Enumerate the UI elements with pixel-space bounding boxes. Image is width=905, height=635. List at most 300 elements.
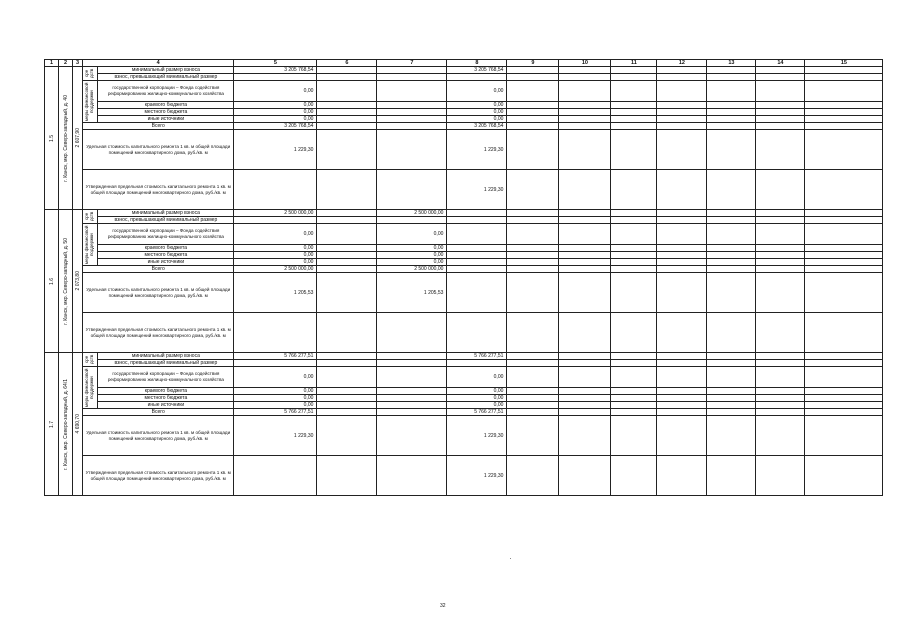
value-col5: 0,00 bbox=[234, 388, 317, 395]
header-row bbox=[45, 60, 883, 67]
area-cell bbox=[73, 67, 83, 210]
empty-cell bbox=[611, 313, 657, 353]
value-col5: 0,00 bbox=[234, 245, 317, 252]
value-col7 bbox=[377, 109, 447, 116]
empty-cell bbox=[657, 224, 707, 245]
empty-cell bbox=[507, 116, 559, 123]
empty-cell bbox=[317, 416, 377, 456]
empty-cell bbox=[611, 456, 657, 496]
value-col5 bbox=[234, 217, 317, 224]
value-col8 bbox=[447, 252, 507, 259]
row-label: Удельная стоимость капитального ремонта 1 кв. м общей площади помещений многоквартирного дома, руб./кв. м bbox=[83, 273, 234, 313]
empty-cell bbox=[507, 170, 559, 210]
value-col5: 5 766 277,51 bbox=[234, 409, 317, 416]
empty-cell bbox=[707, 409, 756, 416]
empty-cell bbox=[611, 409, 657, 416]
value-col7 bbox=[377, 130, 447, 170]
table-row bbox=[45, 67, 883, 74]
row-label: краевого бюджета bbox=[98, 388, 234, 395]
value-col5: 0,00 bbox=[234, 102, 317, 109]
empty-cell bbox=[707, 367, 756, 388]
empty-cell bbox=[756, 116, 805, 123]
item-number-text: 1.5 bbox=[48, 134, 55, 142]
empty-cell bbox=[657, 217, 707, 224]
table-row bbox=[45, 360, 883, 367]
value-col8 bbox=[447, 259, 507, 266]
empty-cell bbox=[805, 313, 883, 353]
header-cell: 4 bbox=[83, 60, 234, 67]
value-col7 bbox=[377, 123, 447, 130]
empty-cell bbox=[507, 259, 559, 266]
empty-cell bbox=[805, 360, 883, 367]
empty-cell bbox=[805, 395, 883, 402]
owners-funds-text: сре дств bbox=[84, 211, 95, 222]
scan-speck bbox=[510, 558, 511, 559]
empty-cell bbox=[317, 367, 377, 388]
header-cell: 13 bbox=[707, 60, 756, 67]
empty-cell bbox=[507, 224, 559, 245]
header-cell: 12 bbox=[657, 60, 707, 67]
empty-cell bbox=[611, 252, 657, 259]
support-measures-label bbox=[83, 81, 98, 123]
owners-funds-text: сре дств bbox=[84, 68, 95, 79]
empty-cell bbox=[756, 416, 805, 456]
table-row bbox=[45, 123, 883, 130]
header-cell: 8 bbox=[447, 60, 507, 67]
row-label: иные источники bbox=[98, 259, 234, 266]
header-cell: 15 bbox=[805, 60, 883, 67]
empty-cell bbox=[657, 81, 707, 102]
table-row bbox=[45, 224, 883, 245]
empty-cell bbox=[707, 102, 756, 109]
value-col8: 0,00 bbox=[447, 395, 507, 402]
table-row bbox=[45, 252, 883, 259]
empty-cell bbox=[805, 456, 883, 496]
empty-cell bbox=[317, 259, 377, 266]
value-col8 bbox=[447, 245, 507, 252]
value-col7 bbox=[377, 74, 447, 81]
value-col8: 0,00 bbox=[447, 81, 507, 102]
empty-cell bbox=[756, 388, 805, 395]
empty-cell bbox=[559, 210, 611, 217]
header-cell: 14 bbox=[756, 60, 805, 67]
empty-cell bbox=[559, 245, 611, 252]
empty-cell bbox=[611, 210, 657, 217]
empty-cell bbox=[559, 402, 611, 409]
header-cell: 9 bbox=[507, 60, 559, 67]
value-col5: 1 229,30 bbox=[234, 416, 317, 456]
empty-cell bbox=[559, 74, 611, 81]
empty-cell bbox=[507, 266, 559, 273]
empty-cell bbox=[707, 67, 756, 74]
empty-cell bbox=[707, 266, 756, 273]
header-cell: 5 bbox=[234, 60, 317, 67]
empty-cell bbox=[317, 409, 377, 416]
value-col8: 1 229,30 bbox=[447, 170, 507, 210]
empty-cell bbox=[317, 116, 377, 123]
value-col8 bbox=[447, 360, 507, 367]
table-row bbox=[45, 170, 883, 210]
empty-cell bbox=[805, 81, 883, 102]
value-col8 bbox=[447, 210, 507, 217]
empty-cell bbox=[559, 123, 611, 130]
empty-cell bbox=[756, 170, 805, 210]
empty-cell bbox=[707, 456, 756, 496]
value-col8: 1 229,30 bbox=[447, 130, 507, 170]
empty-cell bbox=[559, 456, 611, 496]
table-row bbox=[45, 266, 883, 273]
empty-cell bbox=[756, 245, 805, 252]
empty-cell bbox=[657, 67, 707, 74]
empty-cell bbox=[756, 81, 805, 102]
empty-cell bbox=[805, 252, 883, 259]
area-cell bbox=[73, 353, 83, 496]
empty-cell bbox=[805, 123, 883, 130]
header-cell: 7 bbox=[377, 60, 447, 67]
value-col7 bbox=[377, 170, 447, 210]
empty-cell bbox=[756, 360, 805, 367]
row-label: минимальный размер взноса bbox=[98, 353, 234, 360]
empty-cell bbox=[657, 252, 707, 259]
row-label: Всего bbox=[83, 123, 234, 130]
page-number: 32 bbox=[440, 603, 446, 609]
empty-cell bbox=[559, 224, 611, 245]
empty-cell bbox=[756, 367, 805, 388]
support-measures-text: меры финансовой поддержки bbox=[84, 225, 95, 264]
empty-cell bbox=[805, 266, 883, 273]
value-col8: 0,00 bbox=[447, 116, 507, 123]
value-col5: 0,00 bbox=[234, 402, 317, 409]
empty-cell bbox=[657, 116, 707, 123]
empty-cell bbox=[559, 353, 611, 360]
value-col5: 2 500 000,00 bbox=[234, 266, 317, 273]
address-text: г. Канск, мкр. Северо-западный, д. 50 bbox=[62, 237, 69, 325]
empty-cell bbox=[657, 170, 707, 210]
empty-cell bbox=[657, 102, 707, 109]
value-col7 bbox=[377, 367, 447, 388]
value-col8: 5 766 277,51 bbox=[447, 353, 507, 360]
empty-cell bbox=[756, 313, 805, 353]
empty-cell bbox=[507, 210, 559, 217]
empty-cell bbox=[756, 409, 805, 416]
value-col7: 0,00 bbox=[377, 245, 447, 252]
empty-cell bbox=[707, 217, 756, 224]
value-col8: 1 229,30 bbox=[447, 456, 507, 496]
empty-cell bbox=[805, 259, 883, 266]
empty-cell bbox=[707, 74, 756, 81]
empty-cell bbox=[657, 367, 707, 388]
empty-cell bbox=[707, 395, 756, 402]
empty-cell bbox=[756, 252, 805, 259]
value-col5: 5 766 277,51 bbox=[234, 353, 317, 360]
empty-cell bbox=[805, 67, 883, 74]
empty-cell bbox=[707, 388, 756, 395]
empty-cell bbox=[611, 273, 657, 313]
empty-cell bbox=[507, 313, 559, 353]
row-label: иные источники bbox=[98, 116, 234, 123]
empty-cell bbox=[611, 224, 657, 245]
empty-cell bbox=[317, 395, 377, 402]
empty-cell bbox=[611, 259, 657, 266]
support-measures-label bbox=[83, 367, 98, 409]
empty-cell bbox=[657, 402, 707, 409]
empty-cell bbox=[805, 402, 883, 409]
empty-cell bbox=[611, 170, 657, 210]
empty-cell bbox=[756, 102, 805, 109]
empty-cell bbox=[317, 266, 377, 273]
empty-cell bbox=[507, 217, 559, 224]
empty-cell bbox=[317, 252, 377, 259]
empty-cell bbox=[559, 130, 611, 170]
area-cell bbox=[73, 210, 83, 353]
empty-cell bbox=[707, 252, 756, 259]
empty-cell bbox=[611, 395, 657, 402]
row-label: краевого бюджета bbox=[98, 102, 234, 109]
row-label: минимальный размер взноса bbox=[98, 210, 234, 217]
empty-cell bbox=[805, 224, 883, 245]
value-col8 bbox=[447, 273, 507, 313]
empty-cell bbox=[559, 388, 611, 395]
empty-cell bbox=[707, 81, 756, 102]
empty-cell bbox=[707, 360, 756, 367]
empty-cell bbox=[611, 109, 657, 116]
empty-cell bbox=[317, 273, 377, 313]
empty-cell bbox=[507, 273, 559, 313]
value-col5 bbox=[234, 170, 317, 210]
empty-cell bbox=[707, 273, 756, 313]
empty-cell bbox=[559, 81, 611, 102]
empty-cell bbox=[611, 81, 657, 102]
table-row bbox=[45, 456, 883, 496]
empty-cell bbox=[559, 259, 611, 266]
empty-cell bbox=[317, 210, 377, 217]
empty-cell bbox=[756, 395, 805, 402]
row-label: Утвержденная предельная стоимость капитального ремонта 1 кв. м общей площади помещений многоквартирного дома, руб./кв. м bbox=[83, 313, 234, 353]
value-col7 bbox=[377, 395, 447, 402]
empty-cell bbox=[611, 74, 657, 81]
empty-cell bbox=[657, 456, 707, 496]
empty-cell bbox=[707, 210, 756, 217]
empty-cell bbox=[657, 273, 707, 313]
empty-cell bbox=[317, 245, 377, 252]
empty-cell bbox=[611, 67, 657, 74]
value-col5: 0,00 bbox=[234, 252, 317, 259]
empty-cell bbox=[317, 402, 377, 409]
header-cell: 3 bbox=[73, 60, 83, 67]
empty-cell bbox=[756, 74, 805, 81]
table-row bbox=[45, 416, 883, 456]
empty-cell bbox=[657, 313, 707, 353]
owners-funds-label bbox=[83, 210, 98, 224]
empty-cell bbox=[317, 81, 377, 102]
empty-cell bbox=[559, 273, 611, 313]
value-col5 bbox=[234, 456, 317, 496]
empty-cell bbox=[657, 395, 707, 402]
header-cell: 11 bbox=[611, 60, 657, 67]
empty-cell bbox=[611, 402, 657, 409]
row-label: государственной корпорации – Фонда содействия реформированию жилищно-коммунального хозяйства bbox=[98, 224, 234, 245]
table-row bbox=[45, 388, 883, 395]
empty-cell bbox=[657, 388, 707, 395]
table-row bbox=[45, 245, 883, 252]
empty-cell bbox=[507, 353, 559, 360]
empty-cell bbox=[657, 109, 707, 116]
empty-cell bbox=[657, 259, 707, 266]
value-col5: 3 205 768,54 bbox=[234, 67, 317, 74]
empty-cell bbox=[559, 367, 611, 388]
budget-table bbox=[44, 59, 883, 496]
empty-cell bbox=[756, 259, 805, 266]
empty-cell bbox=[805, 109, 883, 116]
empty-cell bbox=[559, 102, 611, 109]
empty-cell bbox=[657, 409, 707, 416]
table-row bbox=[45, 353, 883, 360]
owners-funds-label bbox=[83, 353, 98, 367]
empty-cell bbox=[317, 360, 377, 367]
row-label: Утвержденная предельная стоимость капитального ремонта 1 кв. м общей площади помещений многоквартирного дома, руб./кв. м bbox=[83, 456, 234, 496]
value-col8: 0,00 bbox=[447, 367, 507, 388]
table-row bbox=[45, 116, 883, 123]
empty-cell bbox=[507, 109, 559, 116]
value-col8: 1 229,30 bbox=[447, 416, 507, 456]
item-number bbox=[45, 210, 59, 353]
empty-cell bbox=[317, 74, 377, 81]
empty-cell bbox=[611, 217, 657, 224]
empty-cell bbox=[657, 245, 707, 252]
empty-cell bbox=[805, 245, 883, 252]
empty-cell bbox=[805, 116, 883, 123]
value-col5: 0,00 bbox=[234, 224, 317, 245]
empty-cell bbox=[559, 170, 611, 210]
support-measures-label bbox=[83, 224, 98, 266]
table-row bbox=[45, 259, 883, 266]
row-label: местного бюджета bbox=[98, 395, 234, 402]
value-col8: 0,00 bbox=[447, 102, 507, 109]
value-col8: 0,00 bbox=[447, 402, 507, 409]
empty-cell bbox=[317, 353, 377, 360]
area-text: 2 607,90 bbox=[74, 128, 81, 148]
item-number-text: 1.7 bbox=[48, 420, 55, 428]
value-col7 bbox=[377, 402, 447, 409]
empty-cell bbox=[507, 395, 559, 402]
table-row bbox=[45, 409, 883, 416]
empty-cell bbox=[805, 367, 883, 388]
table-row bbox=[45, 109, 883, 116]
empty-cell bbox=[657, 416, 707, 456]
value-col7 bbox=[377, 102, 447, 109]
empty-cell bbox=[707, 116, 756, 123]
empty-cell bbox=[317, 456, 377, 496]
empty-cell bbox=[559, 252, 611, 259]
empty-cell bbox=[805, 217, 883, 224]
area-text: 4 690,70 bbox=[74, 414, 81, 434]
empty-cell bbox=[707, 259, 756, 266]
value-col5: 1 205,53 bbox=[234, 273, 317, 313]
empty-cell bbox=[707, 130, 756, 170]
empty-cell bbox=[756, 456, 805, 496]
empty-cell bbox=[317, 102, 377, 109]
empty-cell bbox=[657, 210, 707, 217]
empty-cell bbox=[507, 123, 559, 130]
address-cell bbox=[59, 67, 73, 210]
row-label: Удельная стоимость капитального ремонта 1 кв. м общей площади помещений многоквартирного дома, руб./кв. м bbox=[83, 416, 234, 456]
empty-cell bbox=[657, 360, 707, 367]
empty-cell bbox=[611, 116, 657, 123]
empty-cell bbox=[756, 273, 805, 313]
value-col5: 0,00 bbox=[234, 81, 317, 102]
empty-cell bbox=[611, 388, 657, 395]
item-number bbox=[45, 353, 59, 496]
empty-cell bbox=[707, 123, 756, 130]
empty-cell bbox=[611, 353, 657, 360]
empty-cell bbox=[507, 252, 559, 259]
row-label: государственной корпорации – Фонда содействия реформированию жилищно-коммунального хозяйства bbox=[98, 81, 234, 102]
empty-cell bbox=[559, 116, 611, 123]
row-label: минимальный размер взноса bbox=[98, 67, 234, 74]
empty-cell bbox=[507, 367, 559, 388]
value-col5: 1 229,30 bbox=[234, 130, 317, 170]
empty-cell bbox=[657, 353, 707, 360]
address-text: г. Канск, мкр. Северо-западный, д. 40 bbox=[62, 94, 69, 182]
empty-cell bbox=[805, 102, 883, 109]
empty-cell bbox=[805, 273, 883, 313]
empty-cell bbox=[657, 266, 707, 273]
value-col5: 0,00 bbox=[234, 116, 317, 123]
value-col8 bbox=[447, 217, 507, 224]
empty-cell bbox=[317, 313, 377, 353]
empty-cell bbox=[756, 353, 805, 360]
empty-cell bbox=[611, 130, 657, 170]
value-col7 bbox=[377, 416, 447, 456]
empty-cell bbox=[707, 402, 756, 409]
value-col5: 0,00 bbox=[234, 367, 317, 388]
empty-cell bbox=[507, 416, 559, 456]
empty-cell bbox=[507, 409, 559, 416]
value-col5: 0,00 bbox=[234, 109, 317, 116]
empty-cell bbox=[756, 402, 805, 409]
empty-cell bbox=[507, 130, 559, 170]
value-col8 bbox=[447, 224, 507, 245]
empty-cell bbox=[756, 109, 805, 116]
value-col5: 0,00 bbox=[234, 259, 317, 266]
empty-cell bbox=[756, 217, 805, 224]
value-col5 bbox=[234, 360, 317, 367]
header-cell: 1 bbox=[45, 60, 59, 67]
empty-cell bbox=[559, 360, 611, 367]
value-col7: 2 500 000,00 bbox=[377, 210, 447, 217]
table-row bbox=[45, 102, 883, 109]
empty-cell bbox=[611, 245, 657, 252]
row-label: Всего bbox=[83, 409, 234, 416]
empty-cell bbox=[756, 224, 805, 245]
row-label: Утвержденная предельная стоимость капитального ремонта 1 кв. м общей площади помещений многоквартирного дома, руб./кв. м bbox=[83, 170, 234, 210]
item-number bbox=[45, 67, 59, 210]
empty-cell bbox=[707, 170, 756, 210]
table-row bbox=[45, 81, 883, 102]
value-col7 bbox=[377, 388, 447, 395]
empty-cell bbox=[756, 266, 805, 273]
value-col5 bbox=[234, 74, 317, 81]
value-col7: 0,00 bbox=[377, 259, 447, 266]
value-col7 bbox=[377, 456, 447, 496]
empty-cell bbox=[317, 388, 377, 395]
value-col8: 0,00 bbox=[447, 388, 507, 395]
row-label: взнос, превышающий минимальный размер bbox=[98, 217, 234, 224]
empty-cell bbox=[507, 102, 559, 109]
row-label: местного бюджета bbox=[98, 252, 234, 259]
empty-cell bbox=[507, 456, 559, 496]
value-col8 bbox=[447, 313, 507, 353]
